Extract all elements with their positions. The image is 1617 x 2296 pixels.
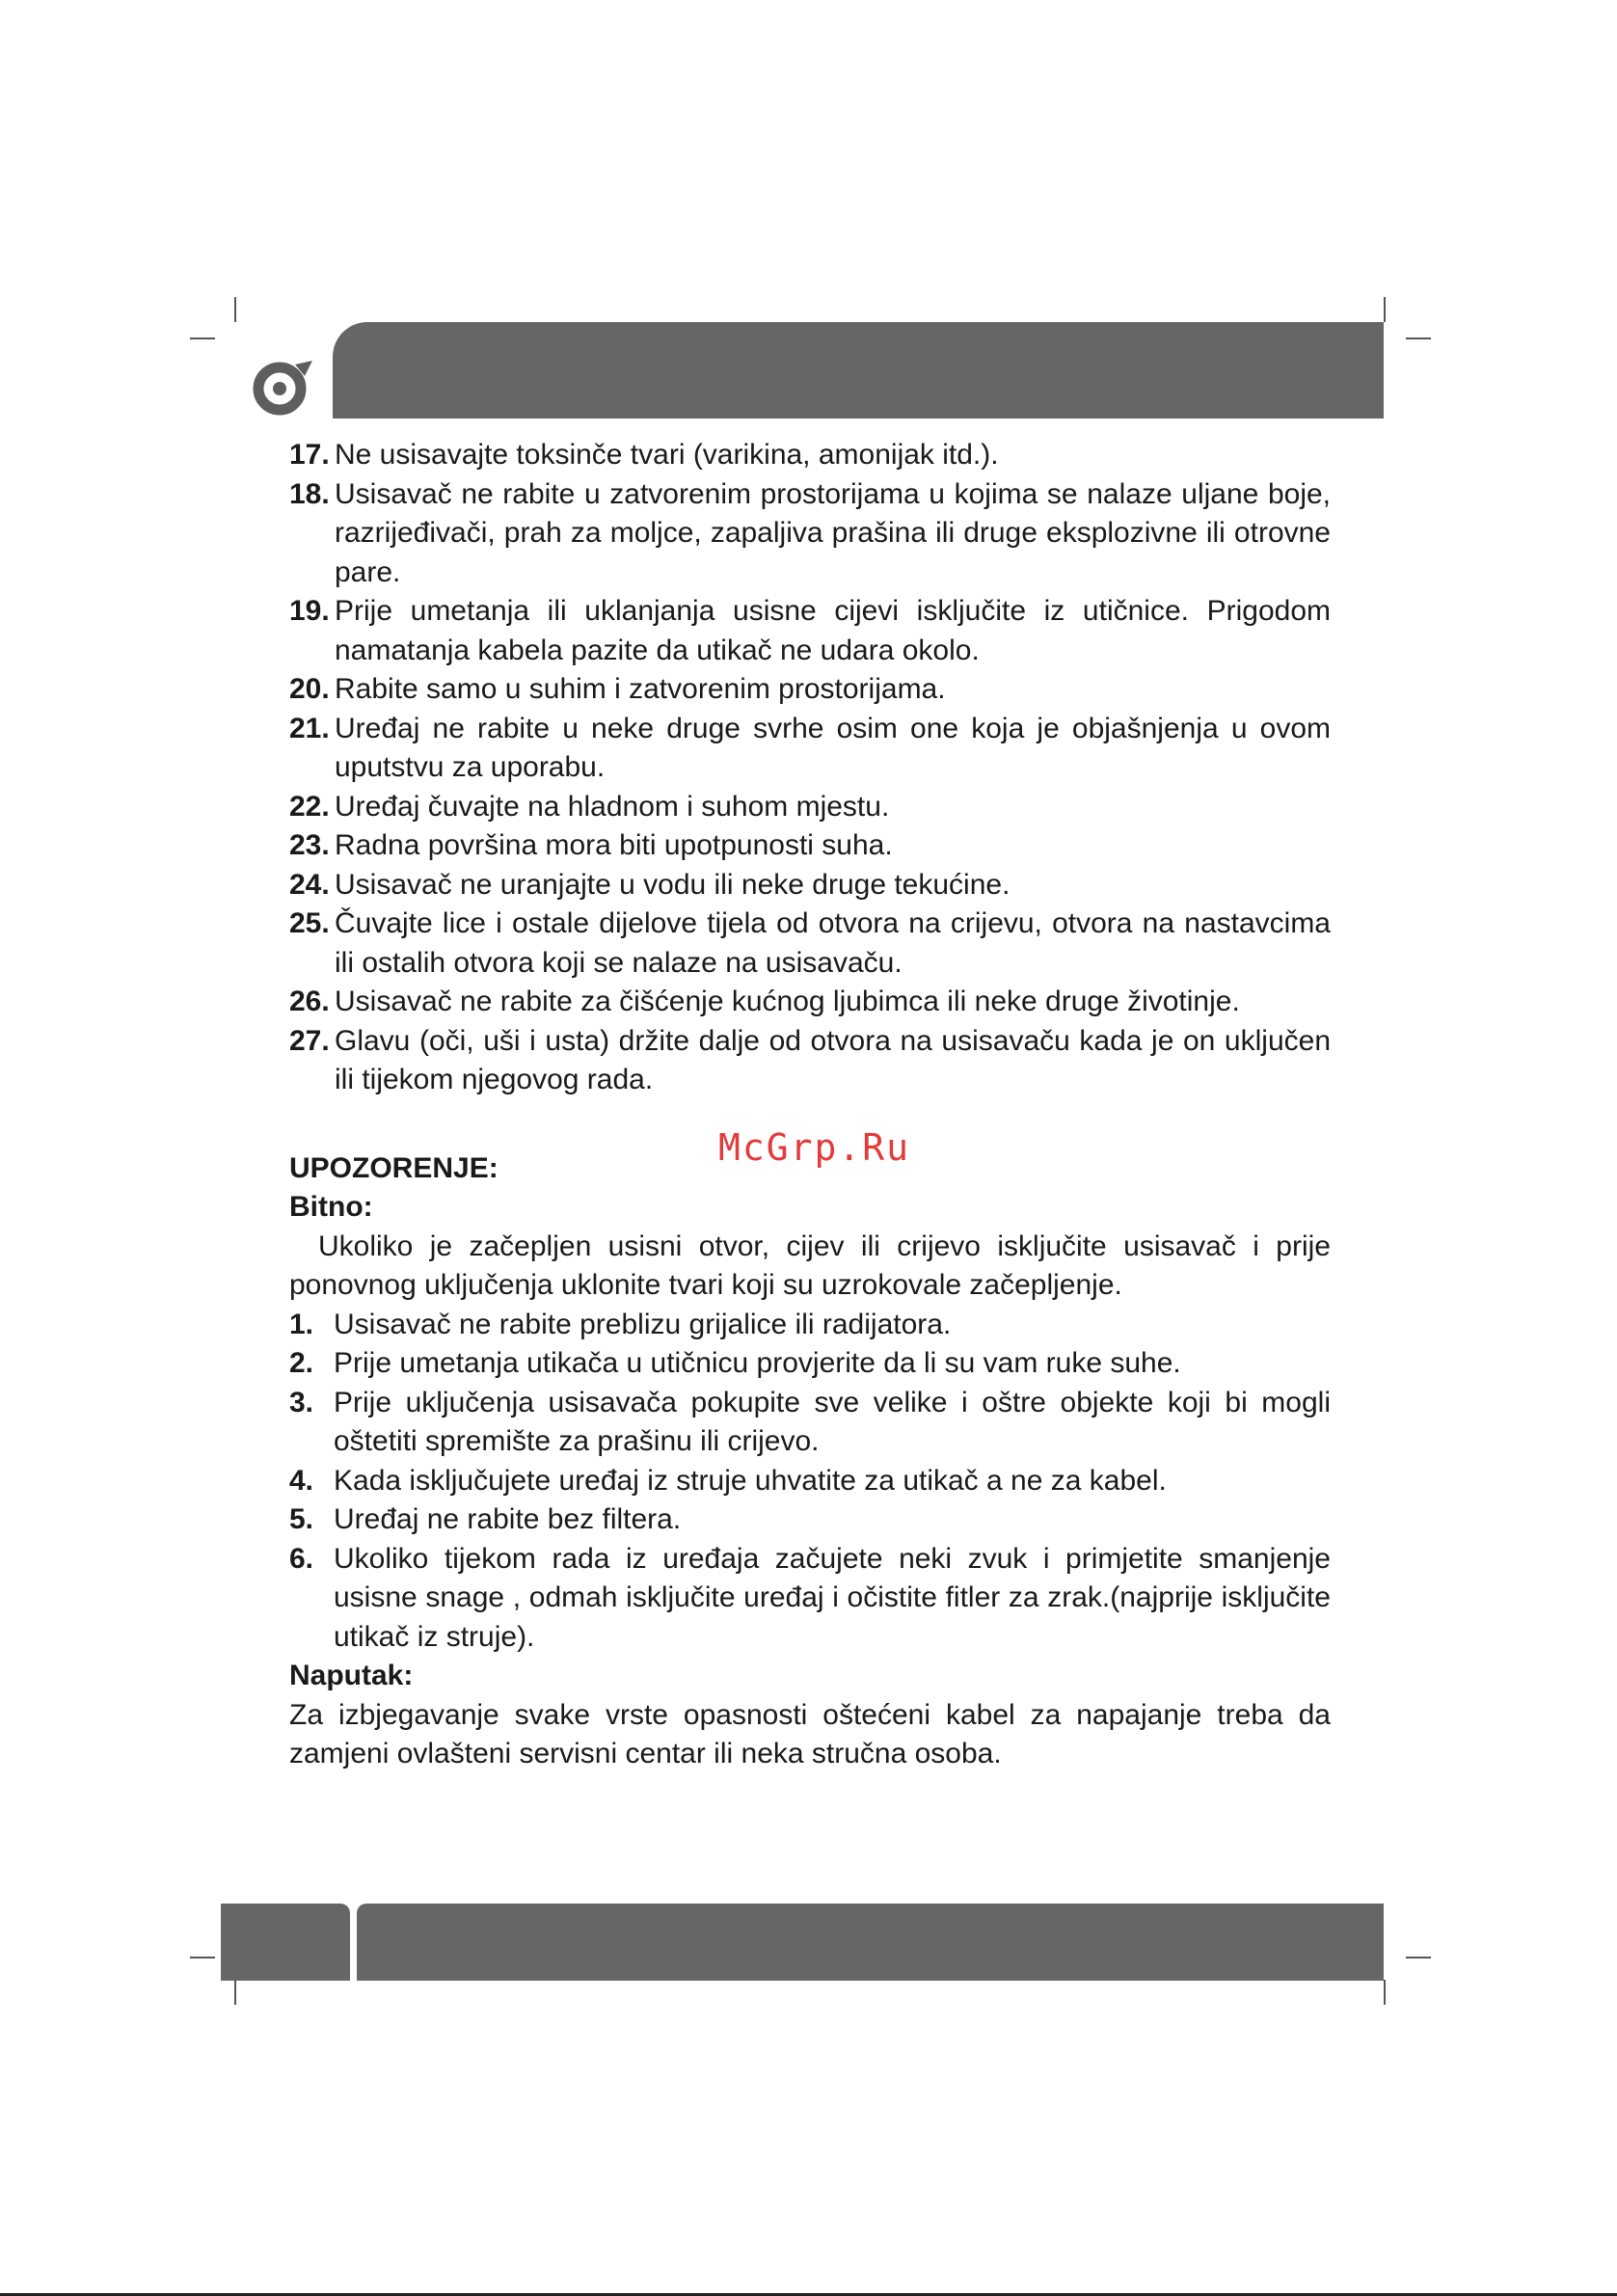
item-number: 23. — [289, 829, 330, 861]
list-item — [289, 1306, 1331, 1345]
naputak-heading: Naputak: — [289, 1660, 414, 1691]
crop-mark-left-top — [190, 338, 215, 339]
item-number: 1. — [289, 1308, 314, 1340]
item-number: 2. — [289, 1347, 314, 1379]
list-item — [289, 710, 1331, 788]
list-item — [289, 1022, 1331, 1100]
list-item — [289, 1384, 1331, 1462]
brand-logo-icon — [251, 357, 318, 417]
footer-page-tab — [221, 1904, 350, 1981]
instructions-content — [289, 436, 1331, 1774]
item-number: 26. — [289, 986, 330, 1017]
item-text: Glavu (oči, uši i usta) držite dalje od otvora na usisavaču kada je on uključen ili tijekom njegovog rada. — [335, 1024, 1331, 1095]
item-number: 5. — [289, 1503, 314, 1535]
item-text: Čuvajte lice i ostale dijelove tijela od otvora na crijevu, otvora na nastavcima ili ostalih otvora koji se nalaze na usisavaču. — [335, 907, 1331, 979]
item-number: 4. — [289, 1464, 314, 1497]
item-number: 22. — [289, 790, 330, 823]
list-item — [289, 983, 1331, 1022]
item-number: 21. — [289, 712, 330, 744]
crop-mark-top-right — [1384, 297, 1386, 322]
list-item — [289, 788, 1331, 827]
list-item — [289, 1462, 1331, 1501]
watermark-text: McGrp.Ru — [718, 1126, 911, 1169]
list-item — [289, 1540, 1331, 1658]
item-text: Kada isključujete uređaj iz struje uhvatite za utikač a ne za kabel. — [334, 1464, 1167, 1497]
item-text: Usisavač ne rabite preblizu grijalice ili radijatora. — [334, 1308, 952, 1340]
item-text: Uređaj ne rabite u neke druge svrhe osim one koja je objašnjenja u ovom uputstvu za uporabu. — [335, 712, 1331, 783]
header-bar — [333, 322, 1384, 419]
item-number: 24. — [289, 868, 330, 901]
item-number: 3. — [289, 1386, 314, 1418]
crop-mark-right-top — [1406, 338, 1431, 339]
item-number: 19. — [289, 595, 330, 627]
item-text: Usisavač ne rabite za čišćenje kućnog ljubimca ili neke druge životinje. — [335, 986, 1240, 1017]
item-text: Usisavač ne uranjajte u vodu ili neke druge tekućine. — [335, 868, 1011, 901]
item-text: Usisavač ne rabite u zatvorenim prostorijama u kojima se nalaze uljane boje, razrijeđivači, prah za moljce, zapaljiva prašina ili druge eksplozivne ili otrovne pare. — [335, 477, 1331, 588]
list-item — [289, 866, 1331, 905]
item-text: Ne usisavajte toksinče tvari (varikina, amonijak itd.). — [335, 439, 999, 471]
item-number: 27. — [289, 1024, 330, 1057]
list-item — [289, 592, 1331, 670]
list-item — [289, 1344, 1331, 1384]
item-number: 20. — [289, 673, 330, 705]
item-text: Prije umetanja utikača u utičnicu provjerite da li su vam ruke suhe. — [334, 1347, 1181, 1379]
list-item — [289, 436, 1331, 475]
bitno-paragraph: Ukoliko je začepljen usisni otvor, cijev ili crijevo isključite usisavač i prije ponovnog uključenja uklonite tvari koji su uzrokovale začepljenje. — [289, 1229, 1331, 1301]
item-number: 6. — [289, 1542, 314, 1575]
item-number: 18. — [289, 477, 330, 510]
list-item — [289, 905, 1331, 983]
item-text: Prije uključenja usisavača pokupite sve velike i oštre objekte koji bi mogli oštetiti spremište za prašinu ili crijevo. — [334, 1386, 1331, 1457]
item-text: Uređaj ne rabite bez filtera. — [334, 1503, 682, 1535]
item-number: 25. — [289, 907, 330, 939]
warning-heading: UPOZORENJE: — [289, 1151, 499, 1184]
crop-mark-left-bottom — [190, 1957, 215, 1958]
crop-mark-right-bottom — [1406, 1957, 1431, 1958]
naputak-paragraph: Za izbjegavanje svake vrste opasnosti oštećeni kabel za napajanje treba da zamjeni ovlašteni servisni centar ili neka stručna osoba. — [289, 1698, 1331, 1769]
item-text: Radna površina mora biti upotpunosti suha. — [335, 829, 893, 861]
crop-mark-top-left — [234, 297, 236, 322]
item-text: Ukoliko tijekom rada iz uređaja začujete neki zvuk i primjetite smanjenje usisne snage , odmah isključite uređaj i očistite fitler za zrak.(najprije isključite utikač iz struje). — [334, 1542, 1331, 1653]
item-number: 17. — [289, 439, 330, 471]
list-item — [289, 475, 1331, 593]
list-item — [289, 826, 1331, 866]
list-item — [289, 1500, 1331, 1540]
list-item — [289, 670, 1331, 710]
bitno-heading: Bitno: — [289, 1191, 373, 1223]
item-text: Uređaj čuvajte na hladnom i suhom mjestu. — [335, 790, 890, 823]
footer-bar — [357, 1904, 1384, 1981]
crop-mark-bottom-left — [234, 1980, 236, 2005]
item-text: Rabite samo u suhim i zatvorenim prostorijama. — [335, 673, 946, 705]
crop-mark-bottom-right — [1384, 1980, 1386, 2005]
item-text: Prije umetanja ili uklanjanja usisne cijevi isključite iz utičnice. Prigodom namatanja kabela pazite da utikač ne udara okolo. — [335, 595, 1331, 666]
